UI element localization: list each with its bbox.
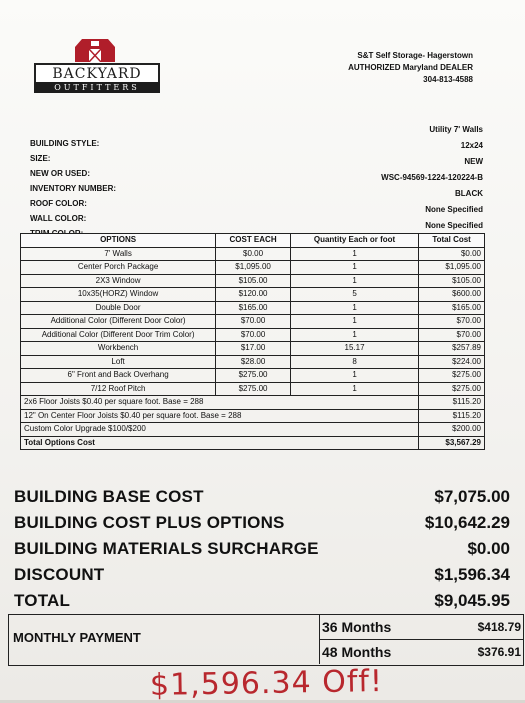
summary-value: $9,045.95: [434, 591, 510, 610]
cost-each: $275.00: [216, 369, 291, 383]
cost-each: $105.00: [216, 274, 291, 288]
option-name: 6" Front and Back Overhang: [21, 369, 216, 383]
table-header-row: [21, 234, 485, 248]
extra-cost: $200.00: [419, 423, 485, 437]
spec-labels: [30, 136, 116, 241]
table-row: [21, 247, 485, 261]
backyard-outfitters-logo: [34, 36, 158, 96]
cost-summary: [14, 484, 510, 614]
total-cost: $275.00: [419, 369, 485, 383]
extra-description: 2x6 Floor Joists $0.40 per square foot. Base = 288: [21, 396, 419, 410]
summary-label: DISCOUNT: [14, 565, 105, 584]
extra-row: [21, 396, 485, 410]
option-name: 2X3 Window: [21, 274, 216, 288]
dealer-block: [273, 50, 473, 86]
header-options: OPTIONS: [21, 234, 216, 248]
summary-row-cost-plus-options: [14, 510, 510, 536]
spec-label: SIZE:: [30, 154, 51, 163]
cost-each: $165.00: [216, 301, 291, 315]
header-quantity: Quantity Each or foot: [290, 234, 418, 248]
extra-description: 12" On Center Floor Joists $0.40 per square foot. Base = 288: [21, 409, 419, 423]
summary-label: BUILDING COST PLUS OPTIONS: [14, 513, 285, 532]
spec-values: [283, 122, 483, 234]
table-row: [21, 328, 485, 342]
quantity: 1: [290, 247, 418, 261]
option-name: Additional Color (Different Door Color): [21, 315, 216, 329]
table-row: [21, 355, 485, 369]
spec-value: None Specified: [425, 221, 483, 230]
handwritten-discount-note: $1,596.34 Off!: [149, 663, 384, 703]
option-name: 7' Walls: [21, 247, 216, 261]
option-name: Double Door: [21, 301, 216, 315]
cost-each: $275.00: [216, 382, 291, 396]
option-name: 7/12 Roof Pitch: [21, 382, 216, 396]
quantity: 1: [290, 369, 418, 383]
cost-each: $0.00: [216, 247, 291, 261]
barn-icon: [72, 36, 118, 62]
monthly-payment-box: [8, 614, 524, 666]
summary-row-surcharge: [14, 536, 510, 562]
quantity: 1: [290, 274, 418, 288]
option-name: Workbench: [21, 342, 216, 356]
term-months: 48 Months: [322, 644, 392, 660]
payment-term-36: [319, 615, 523, 640]
options-table: [20, 233, 485, 450]
brand-line-2: OUTFITTERS: [34, 82, 160, 93]
table-row: [21, 369, 485, 383]
term-amount: $418.79: [477, 620, 521, 634]
option-name: Loft: [21, 355, 216, 369]
dealer-name: S&T Self Storage- Hagerstown: [357, 51, 473, 60]
extra-row: [21, 409, 485, 423]
option-name: 10x35(HORZ) Window: [21, 288, 216, 302]
summary-label: TOTAL: [14, 591, 71, 610]
total-cost: $70.00: [419, 328, 485, 342]
total-cost: $257.89: [419, 342, 485, 356]
dealer-phone: 304-813-4588: [423, 75, 473, 84]
table-row: [21, 301, 485, 315]
extra-cost: $115.20: [419, 409, 485, 423]
spec-value: WSC-94569-1224-120224-B: [381, 173, 483, 182]
extra-row: [21, 423, 485, 437]
table-row: [21, 288, 485, 302]
total-cost: $275.00: [419, 382, 485, 396]
spec-label: NEW OR USED:: [30, 169, 90, 178]
quantity: 1: [290, 328, 418, 342]
spec-value: BLACK: [455, 189, 483, 198]
spec-value: None Specified: [425, 205, 483, 214]
header-total-cost: Total Cost: [419, 234, 485, 248]
cost-each: $17.00: [216, 342, 291, 356]
spec-value: 12x24: [460, 141, 483, 150]
quantity: 1: [290, 315, 418, 329]
header-cost-each: COST EACH: [216, 234, 291, 248]
summary-value: $0.00: [467, 539, 510, 558]
cost-each: $120.00: [216, 288, 291, 302]
total-options-value: $3,567.29: [419, 436, 485, 450]
summary-row-base-cost: [14, 484, 510, 510]
extra-description: Custom Color Upgrade $100/$200: [21, 423, 419, 437]
extra-cost: $115.20: [419, 396, 485, 410]
spec-label: INVENTORY NUMBER:: [30, 184, 117, 193]
table-row: [21, 274, 485, 288]
quantity: 1: [290, 301, 418, 315]
table-row: [21, 315, 485, 329]
total-cost: $105.00: [419, 274, 485, 288]
quantity: 1: [290, 382, 418, 396]
cost-each: $1,095.00: [216, 261, 291, 275]
spec-label: BUILDING STYLE:: [30, 139, 100, 148]
table-row: [21, 261, 485, 275]
total-options-label: Total Options Cost: [21, 436, 419, 450]
summary-row-discount: [14, 562, 510, 588]
summary-value: $1,596.34: [434, 565, 510, 584]
dealer-title: AUTHORIZED Maryland DEALER: [348, 63, 473, 72]
brand-line-1: BACKYARD: [34, 63, 160, 85]
quantity: 1: [290, 261, 418, 275]
table-row: [21, 382, 485, 396]
cost-each: $70.00: [216, 315, 291, 329]
summary-label: BUILDING BASE COST: [14, 487, 204, 506]
total-cost: $600.00: [419, 288, 485, 302]
term-amount: $376.91: [477, 645, 521, 659]
cost-each: $70.00: [216, 328, 291, 342]
option-name: Center Porch Package: [21, 261, 216, 275]
summary-row-total: [14, 588, 510, 614]
summary-value: $10,642.29: [424, 513, 510, 532]
total-cost: $224.00: [419, 355, 485, 369]
spec-value: NEW: [464, 157, 483, 166]
payment-terms: [319, 615, 523, 665]
quantity: 8: [290, 355, 418, 369]
total-cost: $1,095.00: [419, 261, 485, 275]
spec-value: Utility 7' Walls: [429, 125, 483, 134]
table-row: [21, 342, 485, 356]
cost-each: $28.00: [216, 355, 291, 369]
term-months: 36 Months: [322, 619, 392, 635]
summary-label: BUILDING MATERIALS SURCHARGE: [14, 539, 319, 558]
summary-value: $7,075.00: [434, 487, 510, 506]
quantity: 5: [290, 288, 418, 302]
total-cost: $0.00: [419, 247, 485, 261]
total-cost: $165.00: [419, 301, 485, 315]
total-cost: $70.00: [419, 315, 485, 329]
total-options-row: [21, 436, 485, 450]
spec-label: WALL COLOR:: [30, 214, 87, 223]
option-name: Additional Color (Different Door Trim Color): [21, 328, 216, 342]
monthly-payment-label: MONTHLY PAYMENT: [13, 630, 141, 645]
payment-term-48: [319, 640, 523, 664]
quantity: 15.17: [290, 342, 418, 356]
spec-label: ROOF COLOR:: [30, 199, 87, 208]
